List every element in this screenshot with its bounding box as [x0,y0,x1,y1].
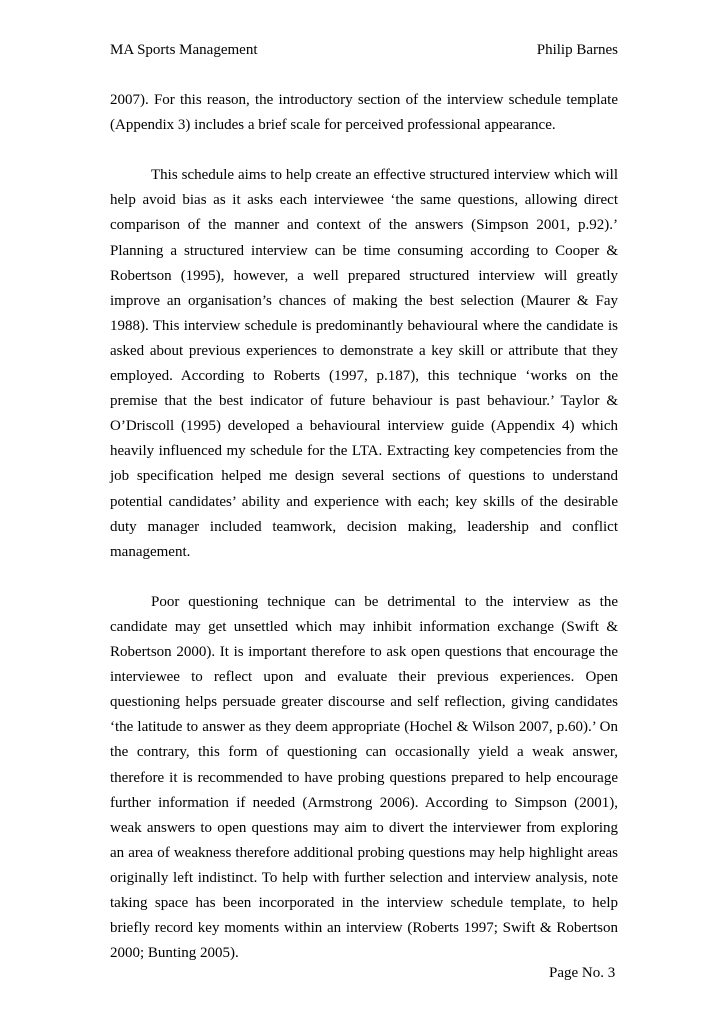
header-author-name: Philip Barnes [536,42,618,58]
paragraph-2: This schedule aims to help create an effective structured interview which will help avoid bias as it asks each interviewee ‘the same questions, allowing direct comparison of the manner and context of the answers (Simpson 2001, p.92).’ Planning a structured interview can be time consuming according to Cooper & Robertson (1995), however, a well prepared structured interview will greatly improve an organisation’s chances of making the best selection (Maurer & Fay 1988). This interview schedule is predominantly behavioural where the candidate is asked about previous experiences to demonstrate a key skill or attribute that they employed. According to Roberts (1997, p.187), this technique ‘works on the premise that the best indicator of future behaviour is past behaviour.’ Taylor & O’Driscoll (1995) developed a behavioural interview guide (Appendix 4) which heavily influenced my schedule for the LTA. Extracting key competencies from the job specification helped me design several sections of questions to understand potential candidates’ ability and experience with each; key skills of the desirable duty manager included teamwork, decision making, leadership and conflict management. [110,167,618,560]
paragraph-1: 2007). For this reason, the introductory section of the interview schedule template (Appendix 3) includes a brief scale for perceived professional appearance. [110,92,618,134]
page-number: Page No. 3 [549,965,616,981]
paragraph-3: Poor questioning technique can be detrimental to the interview as the candidate may get unsettled which may inhibit information exchange (Swift & Robertson 2000). It is important therefore to ask open questions that encourage the interviewee to reflect upon and evaluate their previous experiences. Open questioning helps persuade greater discourse and self reflection, giving candidates ‘the latitude to answer as they deem appropriate (Hochel & Wilson 2007, p.60).’ On the contrary, this form of questioning can occasionally yield a weak answer, therefore it is recommended to have probing questions prepared to help encourage further information if needed (Armstrong 2006). According to Simpson (2001), weak answers to open questions may aim to divert the interviewer from exploring an area of weakness therefore additional probing questions may help highlight areas originally left indistinct. To help with further selection and interview analysis, note taking space has been incorporated in the interview schedule template, to help briefly record key moments within an interview (Roberts 1997; Swift & Robertson 2000; Bunting 2005). [110,593,618,962]
header-course-title: MA Sports Management [110,42,258,58]
page-header [110,40,618,60]
body-text [110,88,618,966]
